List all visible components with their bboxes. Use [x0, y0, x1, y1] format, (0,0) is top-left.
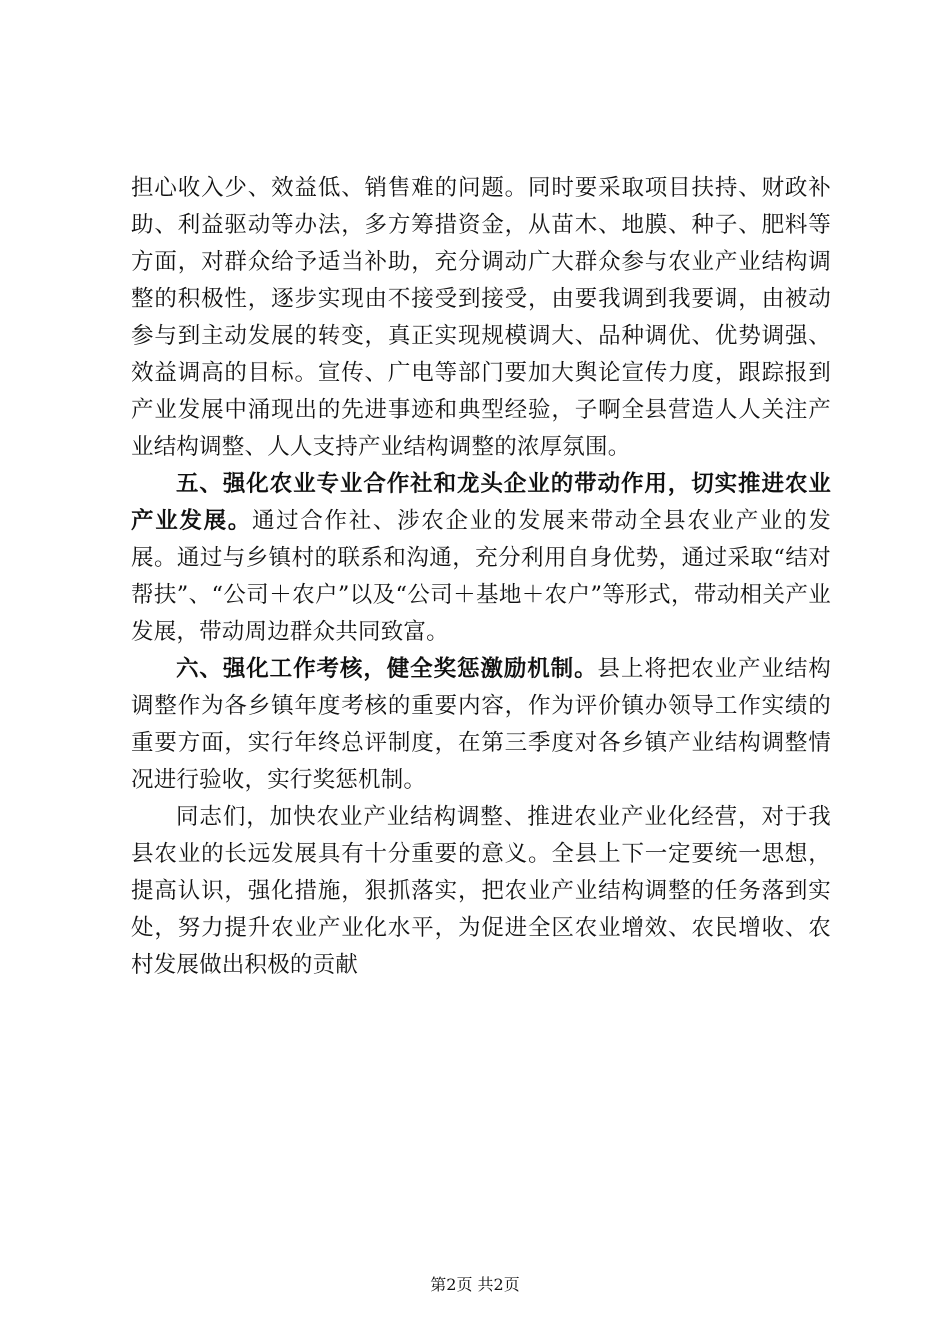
paragraph-closing — [131, 799, 831, 984]
paragraph-text: 通过合作社、涉农企业的发展来带动全县农业产业的发展。通过与乡镇村的联系和沟通，充分利用自身优势，通过采取“结对帮扶”、“公司＋农户”以及“公司＋基地＋农户”等形式，带动相关产业发展，带动周边群众共同致富。 — [131, 508, 831, 645]
page-number: 第2页 共2页 — [430, 1275, 520, 1294]
section-heading: 五、强化农业专业合作社和龙头企业的带动作用，切实推进农业产业发展。 — [131, 471, 831, 534]
section-heading: 六、强化工作考核，健全奖惩激励机制。 — [176, 656, 598, 682]
paragraph-section-five — [131, 466, 831, 651]
document-body — [131, 170, 831, 984]
paragraph-section-six — [131, 651, 831, 799]
paragraph-text: 县上将把农业产业结构调整作为各乡镇年度考核的重要内容，作为评价镇办领导工作实绩的重要方面，实行年终总评制度，在第三季度对各乡镇产业结构调整情况进行验收，实行奖惩机制。 — [131, 656, 831, 793]
paragraph-text: 担心收入少、效益低、销售难的问题。同时要采取项目扶持、财政补助、利益驱动等办法，多方筹措资金，从苗木、地膜、种子、肥料等方面，对群众给予适当补助，充分调动广大群众参与农业产业结构调整的积极性，逐步实现由不接受到接受，由要我调到我要调，由被动参与到主动发展的转变，真正实现规模调大、品种调优、优势调强、效益调高的目标。宣传、广电等部门要加大舆论宣传力度，跟踪报到产业发展中涌现出的先进事迹和典型经验，子啊全县营造人人关注产业结构调整、人人支持产业结构调整的浓厚氛围。 — [131, 175, 831, 460]
paragraph-text: 同志们，加快农业产业结构调整、推进农业产业化经营，对于我县农业的长远发展具有十分重要的意义。全县上下一定要统一思想，提高认识，强化措施，狠抓落实，把农业产业结构调整的任务落到实处，努力提升农业产业化水平，为促进全区农业增效、农民增收、农村发展做出积极的贡献 — [131, 804, 831, 978]
page-footer — [0, 1275, 950, 1295]
paragraph-continuation — [131, 170, 831, 466]
